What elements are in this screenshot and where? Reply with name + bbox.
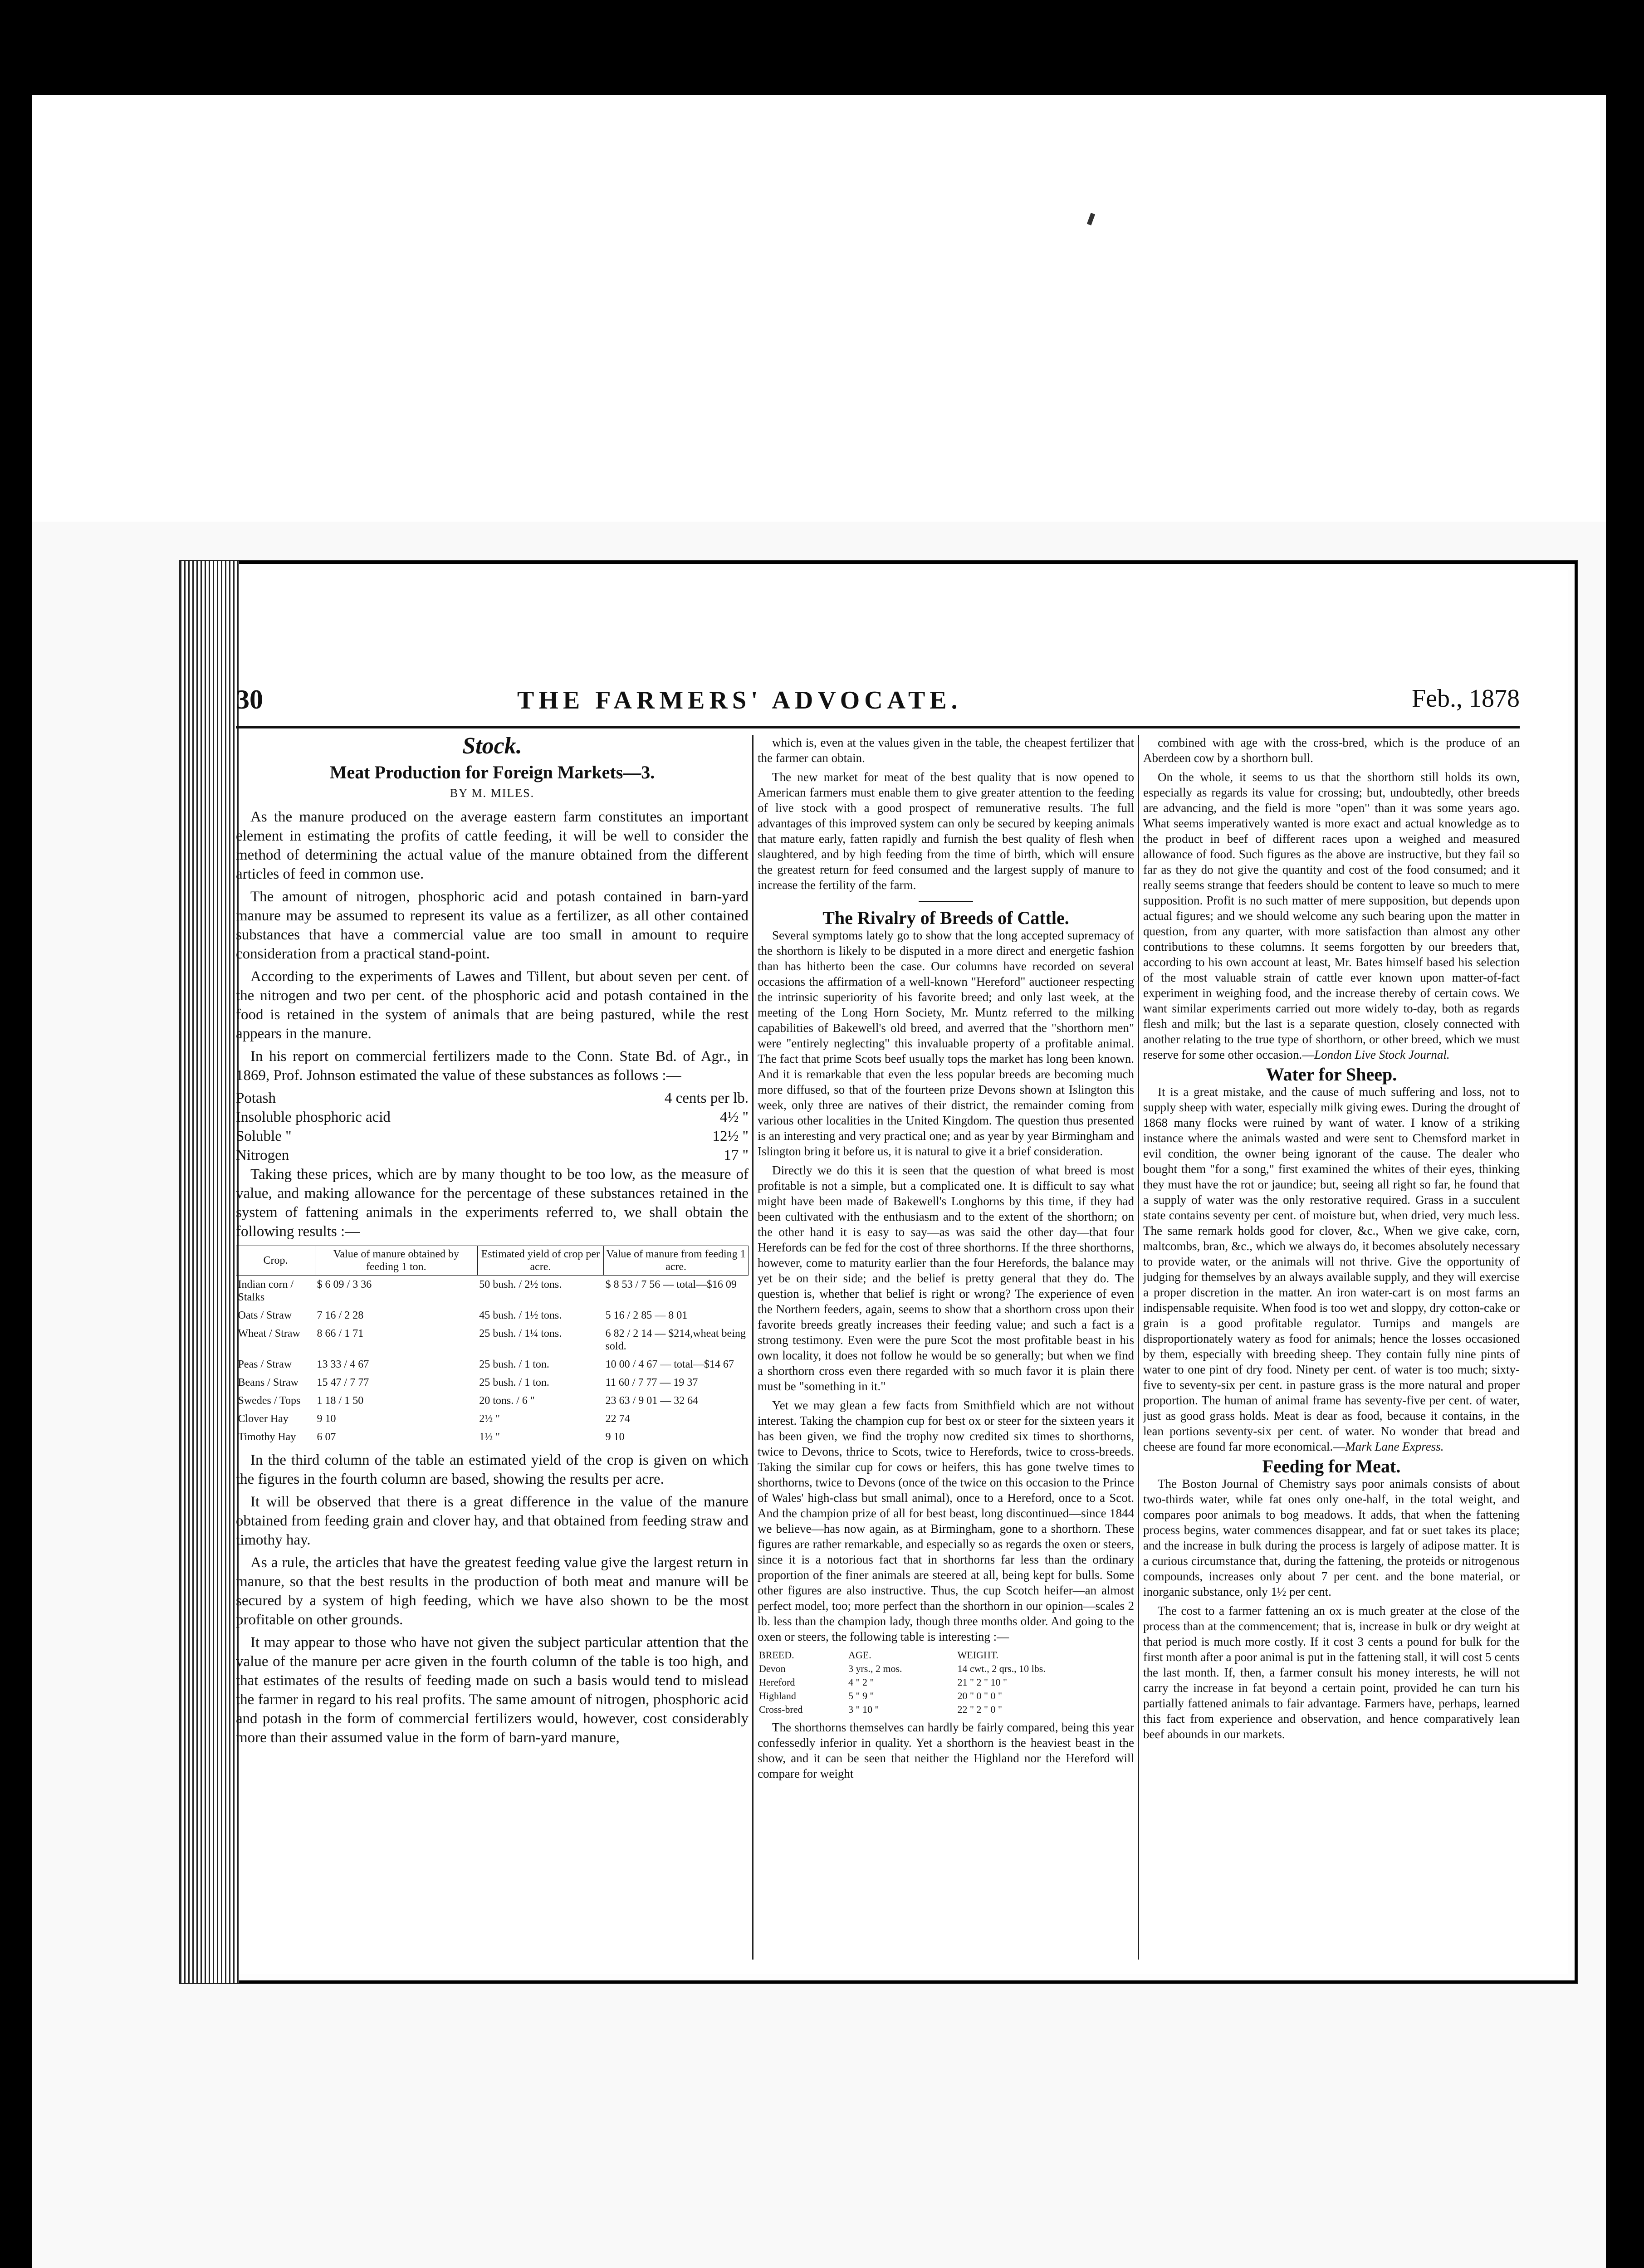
table-header: WEIGHT. bbox=[957, 1649, 999, 1661]
paragraph: It may appear to those who have not given the subject particular attention that the value of the manure per acre given in the fourth column of the table is too high, and that estimates of the results of feeding made on such a basis would tend to mislead the farmer in regard to his real profits. The same amount of nitrogen, phosphoric acid and potash in the form of commercial fertilizers would, however, cost considerably more than their assumed value in the form of barn-yard manure, bbox=[236, 1634, 749, 1746]
table-cell: 6 82 / 2 14 — $214,wheat being sold. bbox=[605, 1328, 746, 1352]
table-cell: 13 33 / 4 67 bbox=[317, 1359, 369, 1370]
header-rule bbox=[236, 726, 1520, 728]
table-row bbox=[236, 1374, 749, 1392]
page-number: 30 bbox=[236, 684, 263, 714]
paragraph: The amount of nitrogen, phosphoric acid and potash contained in barn-yard manure may be assumed to represent its value as a fertilizer, as all other contained substances that have a commercial value are too small in amount to require consideration from a practical stand-point. bbox=[236, 889, 749, 962]
column-2 bbox=[758, 735, 1134, 1785]
paragraph: Yet we may glean a few facts from Smithfield which are not without interest. Taking the champion cup for best ox or steer for the sixteen years it has been given, we find the trophy now credited six times to shorthorns, twice to Devons, thrice to Scots, twice to Herefords, twice to cross-breeds. Taking the similar cup for cows or heifers, this has gone twelve times to shorthorns, twice to Devons (once of the twice on this occasion to the Prince of Wales' high-class but small animal), once to a Hereford, once to a Scot. And the champion prize of all for best beast, long discontinued—since 1844 we believe—has now again, as at Birmingham, gone to a shorthorn. These figures are rather remarkable, and especially so as regards the oxen or steers, since it is a notorious fact that in shorthorns far less than the ordinary proportion of the finer animals are steered at all, being kept for bulls. Some other figures are also instructive. Thus, the cup Scotch heifer—an almost perfect model, too; more perfect than the shorthorn in our opinion—scales 2 lb. less than the champion lady, though three months older. And going to the oxen or steers, the following table is interesting :— bbox=[758, 1398, 1134, 1643]
table-cell: 45 bush. / 1½ tons. bbox=[479, 1310, 562, 1321]
table-cell: 5 " 9 " bbox=[848, 1690, 874, 1701]
table-cell: Indian corn / Stalks bbox=[238, 1279, 294, 1303]
price-value: 12½ " bbox=[712, 1128, 749, 1144]
table-cell: 22 74 bbox=[605, 1413, 630, 1425]
table-cell: $ 6 09 / 3 36 bbox=[317, 1279, 372, 1290]
column-1 bbox=[236, 735, 749, 1751]
table-cell: 23 63 / 9 01 — 32 64 bbox=[605, 1395, 699, 1407]
table-cell: 2½ " bbox=[479, 1413, 500, 1425]
table-cell: 21 " 2 " 10 " bbox=[957, 1677, 1007, 1688]
paragraph-text: On the whole, it seems to us that the shorthorn still holds its own, especially as regards its value for crossing; but, undoubtedly, other breeds are advancing, and the field is more "open" than it was some years ago. What seems imperatively wanted is more exact and actual knowledge as to the product in beef of different races upon a weighed and measured allowance of food. Such figures as the above are instructive, but they fail so far as they do not give the quantity and cost of the food consumed; and it really seems strange that feeders should be content to leave so much to mere supposition. Profit is no such matter of mere supposition, but depends upon actual figures; and we should welcome any such bearing upon the matter in question, from any quarter, with more satisfaction than almost any other contributions to these columns. It seems forgotten by our breeders that, according to his own account at least, Mr. Bates himself based his selection of the most valuable strain of cattle ever known upon matter-of-fact experiment in weighing food, and the increase thereby of certain cows. We want similar experiments carried out more widely to-day, both as regards flesh and milk; but the last is a separate question, closely connected with another relating to the true type of shorthorn, or other breed, which we must reserve for some other occasion.— bbox=[1143, 770, 1520, 1061]
paragraph: Taking these prices, which are by many thought to be too low, as the measure of value, and making allowance for the percentage of these substances retained in the system of fattening animals in the experiments referred to, we shall obtain the following results :— bbox=[236, 1166, 749, 1240]
table-row bbox=[758, 1690, 1133, 1702]
table-cell: Oats / Straw bbox=[238, 1310, 292, 1321]
byline: BY M. MILES. bbox=[450, 787, 535, 800]
paragraph: As the manure produced on the average eastern farm constitutes an important element in estimating the profits of cattle feeding, it will be well to consider the method of determining the actual value of the manure obtained from the different articles of feed in common use. bbox=[236, 809, 749, 882]
table-row bbox=[236, 1392, 749, 1410]
column-divider bbox=[752, 735, 754, 1960]
table-cell: Clover Hay bbox=[238, 1413, 289, 1425]
section-divider bbox=[919, 901, 973, 902]
page-edge-binding bbox=[180, 561, 239, 1983]
price-row bbox=[236, 1089, 749, 1108]
paragraph: According to the experiments of Lawes and Tillent, but about seven per cent. of the nitrogen and two per cent. of the phosphoric acid and potash contained in the food is retained in the system of animals that are being pastured, while the rest appears in the manure. bbox=[236, 968, 749, 1042]
source-credit: Mark Lane Express. bbox=[1345, 1440, 1444, 1453]
table-cell: 4 " 2 " bbox=[848, 1677, 874, 1688]
table-cell: 25 bush. / 1 ton. bbox=[479, 1359, 549, 1370]
paragraph: Directly we do this it is seen that the question of what breed is most profitable is not a simple, but a complicated one. It is difficult to say what might have been made of Bakewell's Longhorns by this time, if they had been cultivated with the enthusiasm and to the extent of the shorthorn; on the other hand it is easy to say—as was said the other day—that four Herefords can be fed for the cost of three shorthorns. If the three shorthorns, however, come to maturity earlier than the four Herefords, the balance may yet be on their side; and the belief is pretty general that they do. The question is, whether that belief is right or wrong? The experience of even the Northern feeders, again, seems to show that a shorthorn cross upon their favorite breeds greatly increases their feeding value; and such a fact is a strong testimony. Even were the pure Scot the most profitable beast in his own locality, it does not follow he would be so generally; but when we find a shorthorn cross even there regarded with so much favor it is plain there must be "something in it." bbox=[758, 1163, 1134, 1393]
breed-table bbox=[758, 1648, 1134, 1717]
price-label: Nitrogen bbox=[236, 1147, 289, 1163]
table-cell: 14 cwt., 2 qrs., 10 lbs. bbox=[957, 1663, 1046, 1674]
paragraph: Several symptoms lately go to show that the long accepted supremacy of the shorthorn is likely to be disputed in a more direct and energetic fashion than has hitherto been the case. Our columns have recorded on several occasions the affirmation of a well-known "Hereford" auctioneer respecting the intrinsic superiority of his favorite breed; and only last week, at the meeting of the Long Horn Society, Mr. Muntz referred to the milking capabilities of Bakewell's old breed, and averred that the "shorthorn men" were "entirely neglecting" this invaluable property of a profitable animal. The fact that prime Scots beef usually tops the market has long been known. And it is remarkable that even the less popular breeds are becoming much more diffused, so that of the fourteen prize Devons shown at Islington this week, only three are natives of their district, the remainder coming from various other localities in the United Kingdom. The question thus presented is an interesting and very practical one; and as year by year Birmingham and Islington bring it before us, it is natural to give it a brief consideration. bbox=[758, 929, 1134, 1158]
article-title: Meat Production for Foreign Markets—3. bbox=[329, 762, 655, 782]
table-cell: Beans / Straw bbox=[238, 1377, 298, 1388]
table-cell: 20 tons. / 6 " bbox=[479, 1395, 535, 1407]
table-cell: Swedes / Tops bbox=[238, 1395, 301, 1407]
table-row bbox=[758, 1703, 1133, 1716]
table-header: Estimated yield of crop per acre. bbox=[477, 1246, 603, 1276]
table-cell: 50 bush. / 2½ tons. bbox=[479, 1279, 562, 1290]
table-cell: Devon bbox=[759, 1663, 786, 1674]
paragraph: which is, even at the values given in the table, the cheapest fertilizer that the farmer can obtain. bbox=[758, 736, 1134, 765]
paragraph: The new market for meat of the best quality that is now opened to American farmers must enable them to give greater attention to the feeding of live stock with a good prospect of remunerative results. The full advantages of this improved system can only be secured by keeping animals that mature early, fatten rapidly and furnish the best quality of flesh when slaughtered, and by high feeding from the time of birth, which will ensure the greatest return for feed consumed and the largest supply of manure to increase the fertility of the farm. bbox=[758, 770, 1134, 892]
paragraph bbox=[1143, 769, 1520, 1062]
issue-date: Feb., 1878 bbox=[1412, 684, 1520, 713]
table-cell: Wheat / Straw bbox=[238, 1328, 300, 1339]
masthead: THE FARMERS' ADVOCATE. bbox=[517, 686, 962, 714]
column-divider bbox=[1138, 735, 1139, 1960]
paragraph: As a rule, the articles that have the greatest feeding value give the largest return in manure, so that the best results in the production of both meat and manure will be secured by a system of high feeding, which we have also shown to be the most profitable on other grounds. bbox=[236, 1554, 749, 1628]
price-label: Potash bbox=[236, 1090, 276, 1106]
table-header: BREED. bbox=[759, 1649, 794, 1661]
price-row bbox=[236, 1108, 749, 1127]
article-title: The Rivalry of Breeds of Cattle. bbox=[822, 908, 1069, 928]
article-title: Water for Sheep. bbox=[1266, 1064, 1397, 1085]
section-head: Stock. bbox=[462, 733, 522, 759]
table-cell: 20 " 0 " 0 " bbox=[957, 1690, 1002, 1701]
table-cell: 11 60 / 7 77 — 19 37 bbox=[605, 1377, 698, 1388]
price-value: 4 cents per lb. bbox=[664, 1090, 749, 1106]
table-cell: 1½ " bbox=[479, 1431, 500, 1443]
paragraph: In his report on commercial fertilizers made to the Conn. State Bd. of Agr., in 1869, Prof. Johnson estimated the value of these substances as follows :— bbox=[236, 1048, 749, 1084]
table-cell: 7 16 / 2 28 bbox=[317, 1310, 364, 1321]
paragraph: The Boston Journal of Chemistry says poor animals consists of about two-thirds water, while fat ones only one-half, in the total weight, and compares poor animals to bog meadows. It adds, that when the fattening process begins, water commences disappear, and fat or suet takes its place; and the increase in bulk during the process is largely of adipose matter. It is a curious circumstance that, during the fattening, the proteids or nitrogenous compounds, increases only about 7 per cent. and the bone material, or inorganic substance, only 1½ per cent. bbox=[1143, 1477, 1520, 1598]
table-cell: 15 47 / 7 77 bbox=[317, 1377, 369, 1388]
paragraph: The cost to a farmer fattening an ox is much greater at the close of the process than at the commencement; that is, increase in bulk or dry weight at that period is much more costly. If it cost 3 cents a pound for bulk for the first month after a poor animal is put in the fattening stall, it will cost 5 cents the last month. If, then, a farmer consult his money interests, he will not carry the increase in fat beyond a certain point, provided he can turn his partially fattened animals to fair advantage. Farmers have, perhaps, learned this fact from experience and observation, and hence comparatively lean beef abounds in our markets. bbox=[1143, 1604, 1520, 1741]
table-header-row bbox=[236, 1246, 749, 1276]
table-row bbox=[236, 1410, 749, 1428]
paragraph-text: It is a great mistake, and the cause of much suffering and loss, not to supply sheep with water, especially milk giving ewes. During the drought of 1868 many flocks were ruined by want of water. I know of a striking instance where the animals wasted and were sent to Chemsford market in evil condition, the owner being ignorant of the cause. The dealer who bought them "for a song," first examined the whites of their eyes, thinking they must have the rot or jaundice; but, seeing all right so far, he found that a supply of water was the only restorative required. Grass in a succulent state contains seventy per cent. of moisture but, when dried, very much less. The same remark holds good for clover, &c., When we give cake, corn, maltcombs, bran, &c., which we always do, it becomes absolutely necessary to provide water, or the animals will not thrive. Give the opportunity of judging for themselves by an always available supply, and they will exercise a proper discretion in the matter. An iron water-cart is on most farms an indispensable requisite. When food is too wet and sloppy, dry cotton-cake or grain is a good profitable regulator. Turnips and mangels are disproportionately watery as food for animals; hence the losses occasioned by them, especially with breeding sheep. They contain fully nine pints of water to one pint of dry food. Ninety per cent. of water is too much; sixty-five to seventy-six per cent. in pasture grass is the more natural and proper proportion. The human of animal frame has seventy-five per cent. of water, just as good grass holds. Meat is dear as food, because it contains, in the lean portions seventy-six per cent. of water. No wonder that bread and cheese are found far more economical.— bbox=[1143, 1085, 1520, 1453]
table-row bbox=[236, 1355, 749, 1374]
table-cell: 8 66 / 1 71 bbox=[317, 1328, 364, 1339]
table-cell: 5 16 / 2 85 — 8 01 bbox=[605, 1310, 688, 1321]
paragraph: It will be observed that there is a great difference in the value of the manure obtained from feeding grain and clover hay, and that obtained from feeding straw and timothy hay. bbox=[236, 1494, 749, 1548]
table-cell: Highland bbox=[759, 1690, 796, 1701]
price-value: 4½ " bbox=[720, 1109, 749, 1125]
source-credit: London Live Stock Journal. bbox=[1314, 1048, 1450, 1061]
table-cell: 1 18 / 1 50 bbox=[317, 1395, 364, 1407]
page-header bbox=[236, 684, 1520, 720]
table-cell: Cross-bred bbox=[759, 1704, 803, 1715]
table-cell: 25 bush. / 1 ton. bbox=[479, 1377, 549, 1388]
table-header: Value of manure obtained by feeding 1 ton. bbox=[315, 1246, 478, 1276]
table-row bbox=[758, 1662, 1133, 1675]
price-row bbox=[236, 1146, 749, 1165]
price-list bbox=[236, 1089, 749, 1165]
table-row bbox=[236, 1428, 749, 1446]
table-row bbox=[236, 1306, 749, 1325]
paragraph bbox=[1143, 1084, 1520, 1454]
table-cell: 25 bush. / 1¼ tons. bbox=[479, 1328, 562, 1339]
table-header: Crop. bbox=[236, 1246, 315, 1276]
table-cell: Timothy Hay bbox=[238, 1431, 296, 1443]
table-cell: 9 10 bbox=[317, 1413, 336, 1425]
table-header: Value of manure from feeding 1 acre. bbox=[604, 1246, 749, 1276]
price-label: Insoluble phosphoric acid bbox=[236, 1109, 391, 1125]
paragraph: In the third column of the table an estimated yield of the crop is given on which the figures in the fourth column are based, showing the results per acre. bbox=[236, 1452, 749, 1487]
table-row bbox=[758, 1676, 1133, 1689]
article-title: Feeding for Meat. bbox=[1262, 1456, 1401, 1476]
table-cell: 22 " 2 " 0 " bbox=[957, 1704, 1002, 1715]
table-cell: 3 yrs., 2 mos. bbox=[848, 1663, 902, 1674]
table-cell: 9 10 bbox=[605, 1431, 625, 1443]
price-row bbox=[236, 1127, 749, 1146]
price-label: Soluble " bbox=[236, 1128, 292, 1144]
price-value: 17 " bbox=[724, 1147, 749, 1163]
table-header-row bbox=[758, 1649, 1133, 1662]
column-3 bbox=[1143, 735, 1520, 1745]
table-header: AGE. bbox=[848, 1649, 871, 1661]
table-cell: 6 07 bbox=[317, 1431, 336, 1443]
table-cell: Hereford bbox=[759, 1677, 795, 1688]
paragraph: combined with age with the cross-bred, which is the produce of an Aberdeen cow by a shorthorn bull. bbox=[1143, 736, 1520, 765]
table-cell: Peas / Straw bbox=[238, 1359, 292, 1370]
manure-value-table bbox=[236, 1246, 749, 1446]
table-cell: 3 " 10 " bbox=[848, 1704, 879, 1715]
table-row bbox=[236, 1276, 749, 1307]
table-row bbox=[236, 1325, 749, 1355]
table-cell: 10 00 / 4 67 — total—$14 67 bbox=[605, 1359, 734, 1370]
table-cell: $ 8 53 / 7 56 — total—$16 09 bbox=[605, 1279, 737, 1290]
paragraph: The shorthorns themselves can hardly be fairly compared, being this year confessedly inferior in quality. Yet a shorthorn is the heaviest beast in the show, and it can be seen that neither the Highland nor the Hereford will compare for weight bbox=[758, 1721, 1134, 1780]
